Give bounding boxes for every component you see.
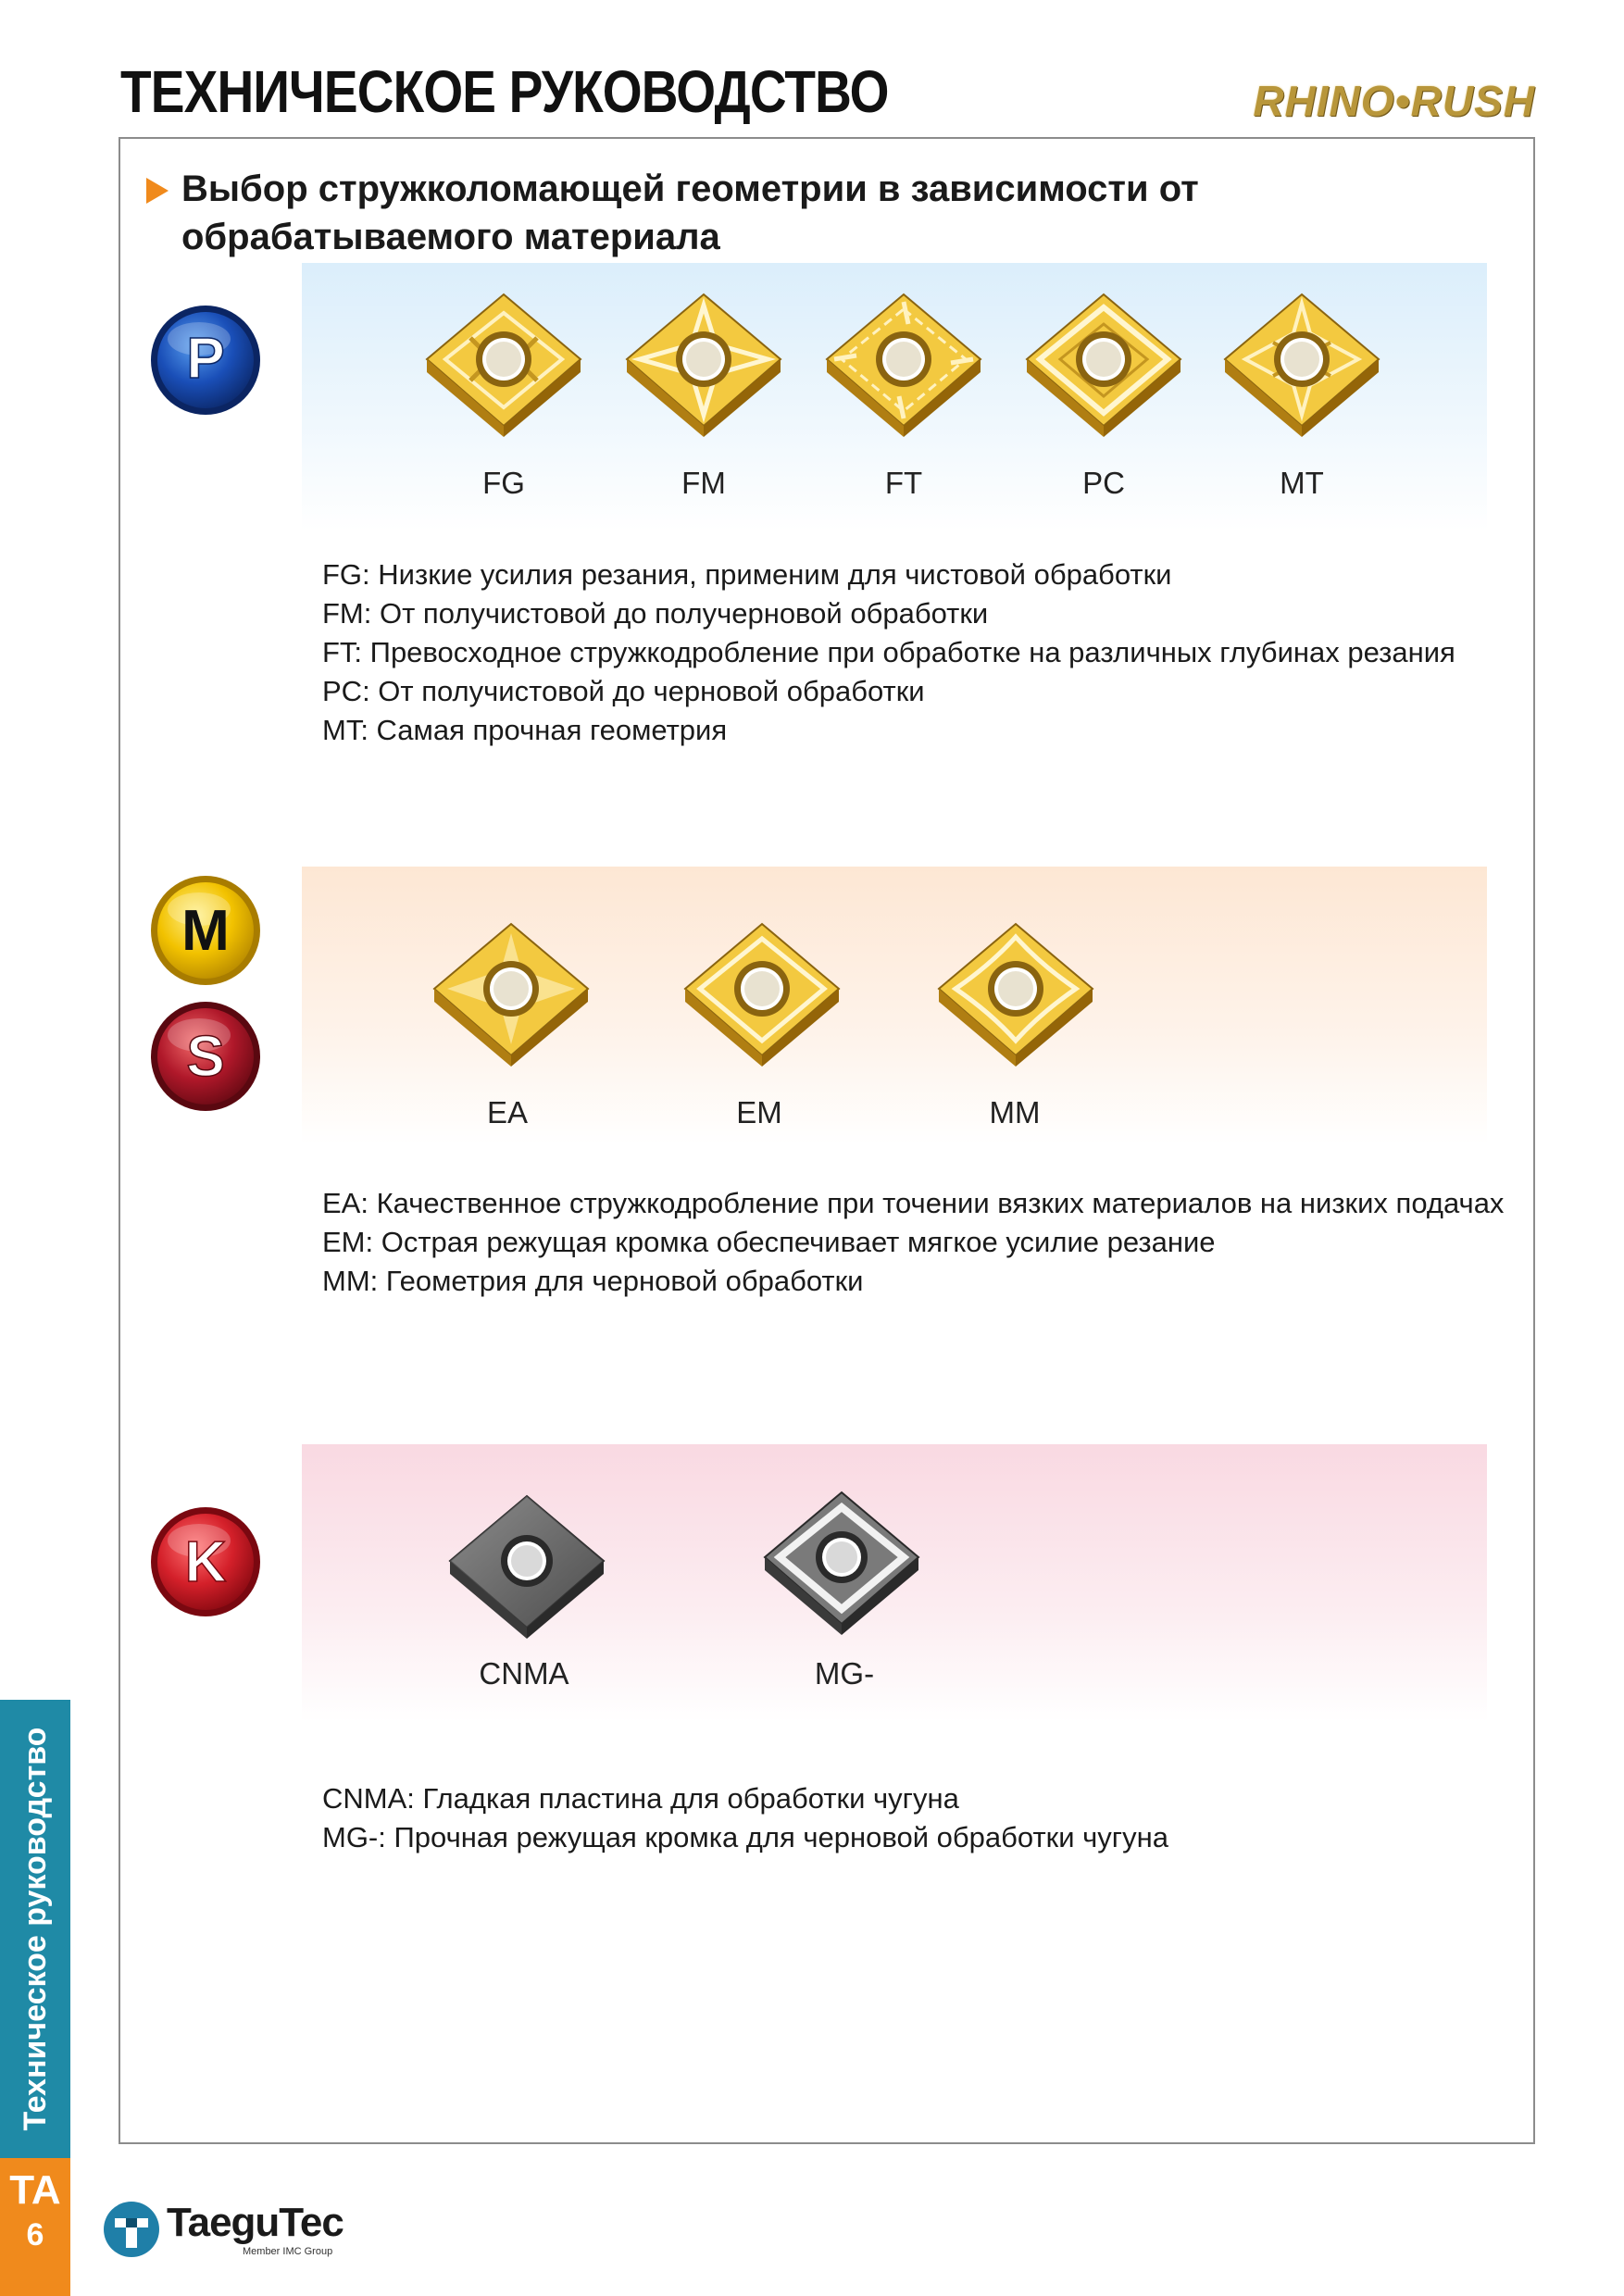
- side-tab: [0, 1700, 70, 2158]
- material-badge-s-icon: [149, 1000, 262, 1113]
- insert-label: FT: [884, 466, 923, 500]
- insert-label: FM: [681, 466, 726, 500]
- description-line: EM: Острая режущая кромка обеспечивает мягкое усилие резание: [322, 1226, 1216, 1258]
- page-code-block: [0, 2158, 70, 2296]
- badge-p-letter: P: [186, 327, 225, 391]
- p-group-descriptions: [322, 555, 1455, 750]
- page-number: 6: [26, 2217, 44, 2252]
- insert-ft-icon: [819, 287, 988, 444]
- material-badge-k-icon: [149, 1505, 262, 1618]
- insert-mt-icon: [1218, 287, 1386, 444]
- description-line: EA: Качественное стружкодробление при точении вязких материалов на низких подачах: [322, 1187, 1505, 1219]
- rhino-rush-logo: RHINO•RUSH: [1253, 77, 1535, 125]
- description-line: PC: От получистовой до черновой обработки: [322, 675, 925, 707]
- description-line: FG: Низкие усилия резания, применим для чистовой обработки: [322, 558, 1172, 591]
- badge-m-letter: M: [181, 899, 230, 963]
- section-heading-line-2: обрабатываемого материала: [181, 217, 720, 257]
- section-heading-line-1: Выбор стружколомающей геометрии в зависимости от: [181, 168, 1199, 209]
- description-line: FT: Превосходное стружкодробление при обработке на различных глубинах резания: [322, 636, 1455, 668]
- description-line: MT: Самая прочная геометрия: [322, 714, 728, 746]
- insert-label: FG: [482, 466, 525, 500]
- badge-k-letter: K: [184, 1530, 227, 1594]
- insert-fm-icon: [619, 287, 788, 444]
- insert-label: MG-: [814, 1656, 875, 1691]
- taegutec-logo: [102, 2198, 361, 2263]
- side-tab-label: Техническое руководство: [18, 1727, 53, 2131]
- ms-group-descriptions: [322, 1184, 1504, 1301]
- insert-ea-icon: [427, 917, 595, 1074]
- insert-fg-icon: [419, 287, 588, 444]
- insert-label: MM: [989, 1095, 1041, 1129]
- orange-triangle-icon: [146, 178, 169, 204]
- taegutec-logo-icon: [102, 2200, 161, 2259]
- material-badge-p-icon: [149, 304, 262, 417]
- insert-label: MT: [1280, 466, 1324, 500]
- taegutec-logo-text: TaeguTec: [167, 2200, 344, 2245]
- description-line: CNMA: Гладкая пластина для обработки чугуна: [322, 1782, 959, 1815]
- taegutec-logo-subtext: Member IMC Group: [243, 2246, 333, 2257]
- insert-mm-icon: [931, 917, 1100, 1074]
- section-heading: [146, 165, 1350, 261]
- insert-label: CNMA: [479, 1656, 569, 1691]
- k-group-descriptions: [322, 1779, 1168, 1857]
- page-code: TA: [9, 2167, 61, 2213]
- description-line: FM: От получистовой до получерновой обработки: [322, 597, 989, 630]
- description-line: MG-: Прочная режущая кромка для черновой обработки чугуна: [322, 1821, 1168, 1853]
- insert-em-icon: [678, 917, 846, 1074]
- page-title: ТЕХНИЧЕСКОЕ РУКОВОДСТВО: [120, 58, 889, 125]
- insert-pc-icon: [1019, 287, 1188, 444]
- description-line: MM: Геометрия для черновой обработки: [322, 1265, 864, 1297]
- badge-s-letter: S: [186, 1025, 225, 1089]
- insert-label: EM: [736, 1095, 782, 1129]
- insert-mg-icon: [757, 1485, 926, 1642]
- material-badge-m-icon: [149, 874, 262, 987]
- insert-label: EA: [486, 1095, 529, 1129]
- insert-label: PC: [1082, 466, 1125, 500]
- insert-cnma-icon: [443, 1489, 611, 1646]
